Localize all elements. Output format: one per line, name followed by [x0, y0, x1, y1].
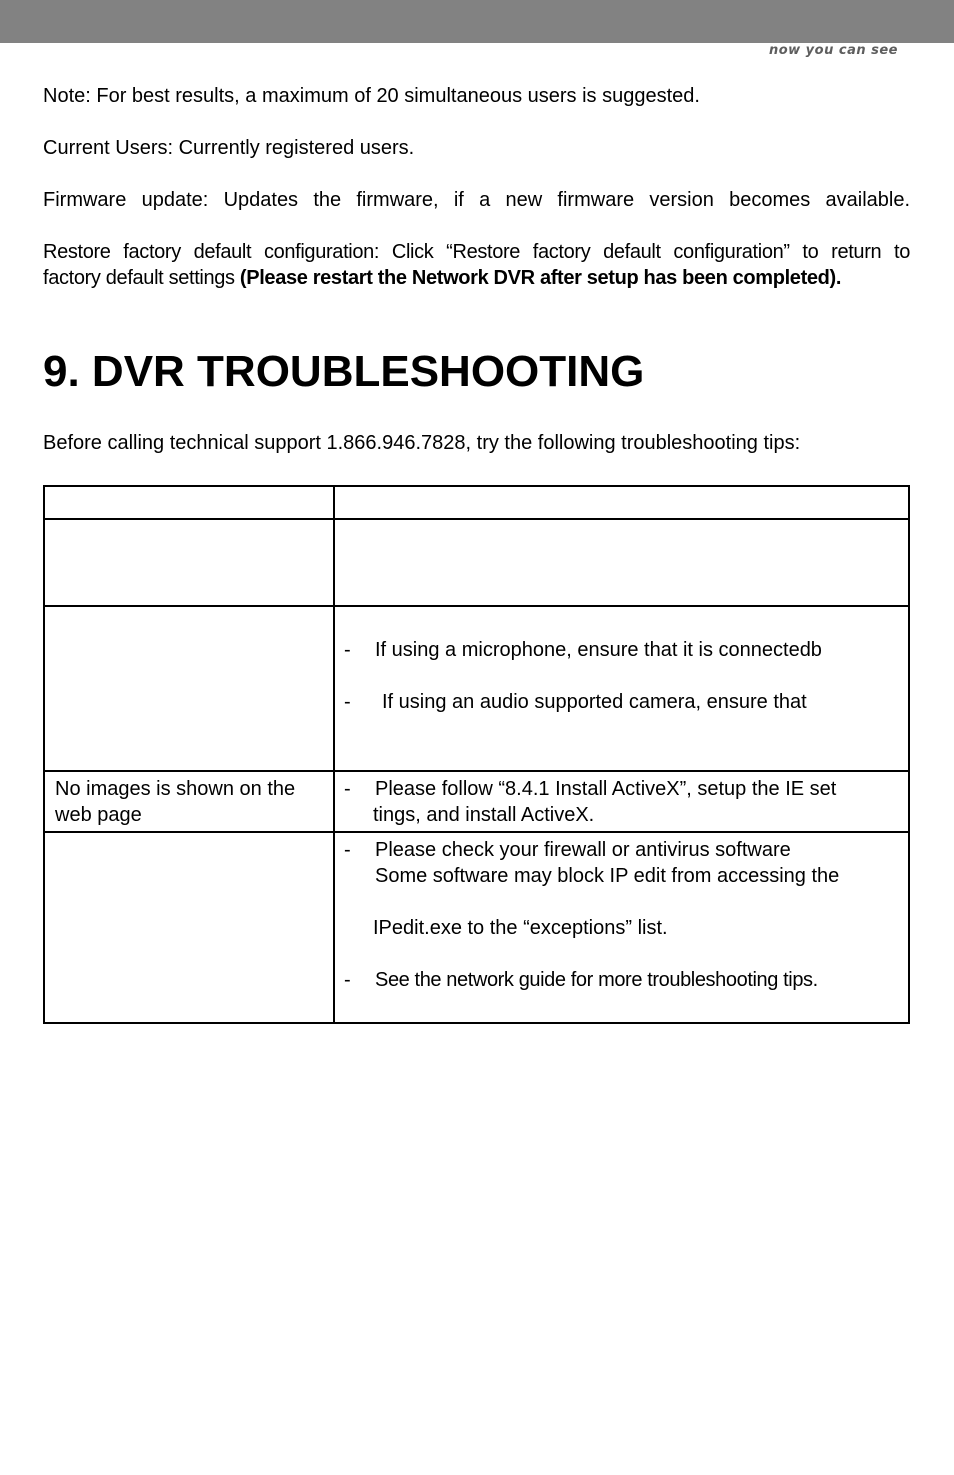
bullet-dash: -	[344, 839, 351, 861]
bullet-dash: -	[344, 691, 351, 713]
solution-item	[335, 837, 908, 863]
restore-default-line1: Restore factory default configuration: Click “Restore factory default configuration” to return to	[43, 241, 910, 263]
current-users-paragraph: Current Users: Currently registered users.	[43, 137, 415, 159]
problem-cell	[44, 519, 334, 606]
solution-cell	[334, 486, 909, 519]
restore-default-text: factory default settings	[43, 267, 240, 289]
table-row	[44, 832, 909, 1023]
table-row	[44, 771, 909, 832]
restore-default-line2	[43, 265, 910, 291]
solution-text: Please check your firewall or antivirus software	[375, 839, 791, 861]
table-row	[44, 519, 909, 606]
solution-continuation: Some software may block IP edit from accessing the	[375, 865, 840, 887]
solution-item	[335, 637, 908, 663]
troubleshooting-table	[43, 485, 910, 1024]
table-row	[44, 486, 909, 519]
bullet-dash: -	[344, 969, 351, 991]
solution-item	[335, 776, 908, 802]
section-heading: 9. DVR TROUBLESHOOTING	[43, 347, 645, 396]
header-bar	[0, 0, 954, 43]
restore-default-paragraph	[43, 239, 910, 291]
problem-cell	[44, 606, 334, 771]
solution-cell	[334, 771, 909, 832]
restore-default-warning: (Please restart the Network DVR after setup has been completed).	[239, 267, 842, 289]
problem-cell	[44, 486, 334, 519]
problem-text: No images is shown on the web page	[55, 778, 296, 826]
firmware-update-paragraph: Firmware update: Updates the firmware, if a new firmware version becomes available.	[43, 189, 910, 211]
solution-text: If using an audio supported camera, ensure that	[382, 691, 807, 713]
brand-tagline: now you can see	[768, 43, 898, 58]
table-row	[44, 606, 909, 771]
section-intro: Before calling technical support 1.866.946.7828, try the following troubleshooting tips:	[43, 432, 801, 454]
bullet-dash: -	[344, 778, 351, 800]
bullet-dash: -	[344, 639, 351, 661]
solution-cell	[334, 832, 909, 1023]
solution-cell	[334, 606, 909, 771]
solution-cell	[334, 519, 909, 606]
solution-item	[335, 967, 908, 993]
solution-item	[335, 689, 908, 715]
solution-continuation: tings, and install ActiveX.	[373, 804, 595, 826]
problem-cell	[44, 832, 334, 1023]
note-paragraph: Note: For best results, a maximum of 20 simultaneous users is suggested.	[43, 85, 700, 107]
solution-text: See the network guide for more troubleshooting tips.	[375, 969, 818, 991]
solution-text: If using a microphone, ensure that it is connectedb	[375, 639, 822, 661]
solution-continuation: IPedit.exe to the “exceptions” list.	[373, 917, 668, 939]
solution-text: Please follow “8.4.1 Install ActiveX”, setup the IE set	[375, 778, 837, 800]
problem-cell	[44, 771, 334, 832]
